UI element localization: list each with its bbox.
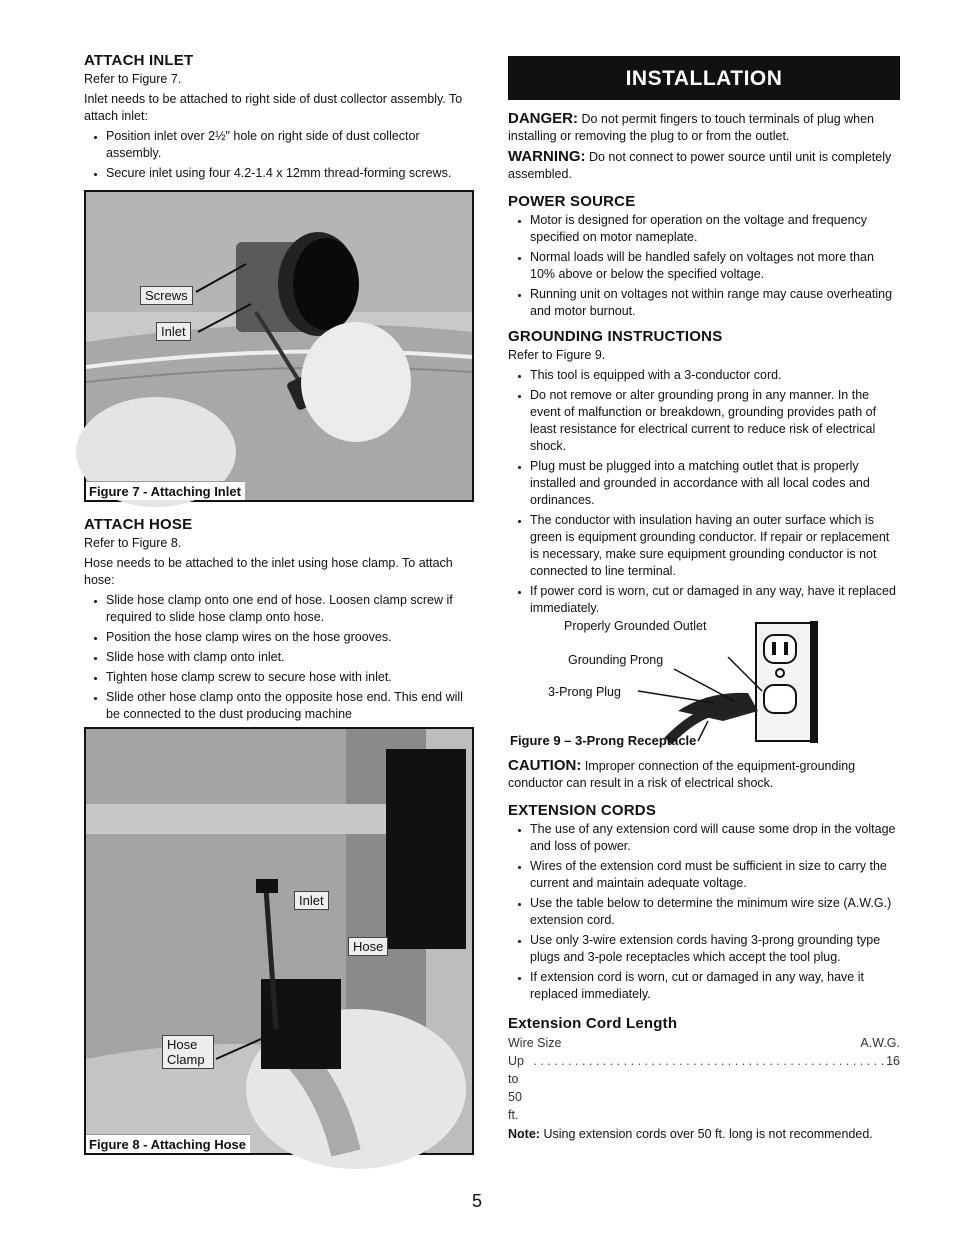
list-item: • The conductor with insulation having an outer surface which is green is equipment grounding conductor. If repair or replacement is necessary, make sure equipment grounding conductor is not connected to line terminal. xyxy=(530,512,900,580)
cord-table-header xyxy=(508,1034,900,1052)
cord-table xyxy=(508,1034,900,1124)
attach-inlet-heading: ATTACH INLET xyxy=(84,52,194,69)
cord-note xyxy=(508,1126,900,1143)
figure-9-label-prong: Grounding Prong xyxy=(568,653,664,667)
left-column xyxy=(84,52,474,1169)
attach-hose-ref: Refer to Figure 8. xyxy=(84,536,182,550)
power-source-heading: POWER SOURCE xyxy=(508,193,636,210)
danger-label: DANGER: xyxy=(508,110,578,127)
list-item: • Slide hose with clamp onto inlet. xyxy=(106,649,474,666)
list-item: • This tool is equipped with a 3-conductor cord. xyxy=(530,367,900,384)
right-column xyxy=(508,56,900,1146)
list-item: • Do not remove or alter grounding prong in any manner. In the event of malfunction or breakdown, grounding provides path of least resistance for electrical current to reduce risk of electrical shock. xyxy=(530,387,900,455)
attach-inlet-ref: Refer to Figure 7. xyxy=(84,72,182,86)
cord-table-col-wire-size: Wire Size xyxy=(508,1036,562,1050)
note-text: Using extension cords over 50 ft. long is not recommended. xyxy=(543,1127,873,1141)
attach-hose-intro: Hose needs to be attached to the inlet using hose clamp. To attach hose: xyxy=(84,556,453,587)
caution-notice xyxy=(508,757,900,792)
attach-inlet-intro: Inlet needs to be attached to right side of dust collector assembly. To attach inlet: xyxy=(84,92,463,123)
cord-table-awg: 16 xyxy=(886,1054,900,1068)
list-item: • Position inlet over 2½" hole on right side of dust collector assembly. xyxy=(106,128,474,162)
list-item: • The use of any extension cord will cause some drop in the voltage and loss of power. xyxy=(530,821,900,855)
list-item: • Slide other hose clamp onto the opposite hose end. This end will be connected to the dust producing machine xyxy=(106,689,474,723)
installation-banner: INSTALLATION xyxy=(508,56,900,100)
callout-inlet: Inlet xyxy=(156,322,191,341)
note-label: Note: xyxy=(508,1127,540,1141)
extension-cord-length-heading: Extension Cord Length xyxy=(508,1015,678,1032)
list-item: • Tighten hose clamp screw to secure hose with inlet. xyxy=(106,669,474,686)
figure-7-caption: Figure 7 - Attaching Inlet xyxy=(86,481,245,500)
figure-8 xyxy=(84,727,474,1155)
figure-8-caption: Figure 8 - Attaching Hose xyxy=(86,1134,250,1153)
extension-cords-list xyxy=(508,821,900,1003)
attach-hose-list xyxy=(84,592,474,723)
list-item: • Running unit on voltages not within range may cause overheating and motor burnout. xyxy=(530,286,900,320)
cord-table-col-awg: A.W.G. xyxy=(860,1036,900,1050)
list-item: • Plug must be plugged into a matching outlet that is properly installed and grounded in accordance with all local codes and ordinances. xyxy=(530,458,900,509)
warning-notice xyxy=(508,148,900,183)
callout-hose: Hose xyxy=(348,937,388,956)
list-item: • Slide hose clamp onto one end of hose. Loosen clamp screw if required to slide hose clamp onto hose. xyxy=(106,592,474,626)
warning-text: Do not connect to power source until unit is completely assembled. xyxy=(508,150,892,181)
list-item: • If power cord is worn, cut or damaged in any way, have it replaced immediately. xyxy=(530,583,900,617)
caution-label: CAUTION: xyxy=(508,757,582,774)
figure-9 xyxy=(508,621,900,755)
grounding-ref: Refer to Figure 9. xyxy=(508,348,606,362)
list-item: • Secure inlet using four 4.2-1.4 x 12mm thread-forming screws. xyxy=(106,165,474,182)
grounding-heading: GROUNDING INSTRUCTIONS xyxy=(508,328,723,345)
list-item: • Position the hose clamp wires on the hose grooves. xyxy=(106,629,474,646)
extension-cords-heading: EXTENSION CORDS xyxy=(508,802,657,819)
grounding-list xyxy=(508,367,900,617)
list-item: • Wires of the extension cord must be sufficient in size to carry the current and maintain adequate voltage. xyxy=(530,858,900,892)
figure-8-illustration xyxy=(86,729,472,1153)
figure-9-label-outlet: Properly Grounded Outlet xyxy=(564,619,707,633)
power-source-list xyxy=(508,212,900,320)
leader-dots: . . . . . . . . . . . . . . . . . . . . . . . . . . . . . . . . . . . . . . . . . . . . . . . . . . . xyxy=(533,1054,885,1068)
figure-9-caption: Figure 9 – 3-Prong Receptacle xyxy=(510,733,697,748)
callout-hose-clamp: Hose Clamp xyxy=(162,1035,214,1069)
danger-text: Do not permit fingers to touch terminals of plug when installing or removing the plug to or from the outlet. xyxy=(508,112,874,143)
attach-hose-heading: ATTACH HOSE xyxy=(84,516,193,533)
list-item: • If extension cord is worn, cut or damaged in any way, have it replaced immediately. xyxy=(530,969,900,1003)
caution-text: Improper connection of the equipment-grounding conductor can result in a risk of electrical shock. xyxy=(508,759,856,790)
callout-screws: Screws xyxy=(140,286,193,305)
list-item: • Normal loads will be handled safely on voltages not more than 10% above or below the specified voltage. xyxy=(530,249,900,283)
warning-label: WARNING: xyxy=(508,148,586,165)
figure-7 xyxy=(84,190,474,502)
list-item: • Use the table below to determine the minimum wire size (A.W.G.) extension cord. xyxy=(530,895,900,929)
attach-inlet-list xyxy=(84,128,474,182)
danger-notice xyxy=(508,110,900,145)
list-item: • Use only 3-wire extension cords having 3-prong grounding type plugs and 3-pole receptacles which accept the tool plug. xyxy=(530,932,900,966)
cord-table-length: Up to 50 ft. xyxy=(508,1054,524,1122)
list-item: • Motor is designed for operation on the voltage and frequency specified on motor nameplate. xyxy=(530,212,900,246)
callout-inlet: Inlet xyxy=(294,891,329,910)
page-number: 5 xyxy=(471,1191,482,1211)
figure-9-label-plug: 3-Prong Plug xyxy=(548,685,621,699)
table-row xyxy=(508,1052,900,1124)
figure-7-illustration xyxy=(86,192,472,500)
